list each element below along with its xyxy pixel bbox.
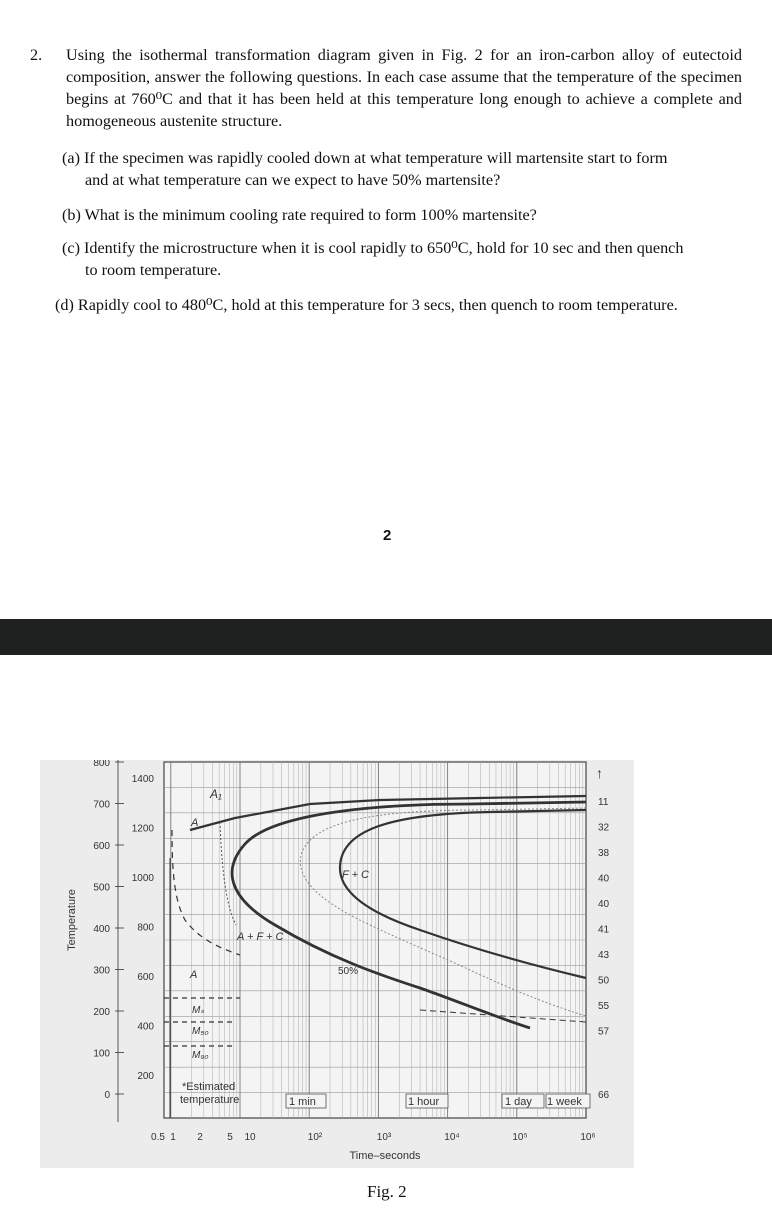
y-axis-label: Temperature <box>66 889 78 951</box>
celsius-tick-label: 100 <box>93 1048 110 1060</box>
ttt-diagram <box>40 760 634 1168</box>
celsius-tick-label: 300 <box>93 965 110 977</box>
hardness-value: 40 <box>598 899 610 910</box>
fahrenheit-tick-label: 1200 <box>131 823 154 835</box>
label-m50: M₅₀ <box>192 1026 209 1037</box>
label-ms: Mₛ <box>192 1005 205 1016</box>
fahrenheit-tick-label: 400 <box>137 1021 154 1033</box>
x-tick-label: 1 <box>170 1132 176 1143</box>
x-tick-label: 10 <box>244 1132 256 1143</box>
hardness-value: 50 <box>598 975 610 987</box>
part-a-line2: and at what temperature can we expect to have 50% martensite? <box>85 171 501 189</box>
x-tick-label: 5 <box>227 1132 233 1143</box>
ttt-diagram-svg <box>40 760 634 1168</box>
part-c-line1: (c) Identify the microstructure when it is cool rapidly to 650⁰C, hold for 10 sec and then quench <box>62 239 684 257</box>
part-b-line1: (b) What is the minimum cooling rate required to form 100% martensite? <box>62 206 537 224</box>
hardness-value: 11 <box>598 797 609 808</box>
part-b <box>62 204 537 226</box>
figure-caption: Fig. 2 <box>367 1182 407 1201</box>
hardness-value: 41 <box>598 924 610 936</box>
page-separator-band <box>0 619 772 655</box>
label-afc: A + F + C <box>237 931 284 943</box>
x-tick-label: 2 <box>197 1132 203 1143</box>
fahrenheit-tick-label: 600 <box>137 972 154 983</box>
x-tick-label: 10³ <box>376 1132 392 1143</box>
label-estimated2: temperature <box>180 1094 240 1106</box>
label-one-day: 1 day <box>505 1096 532 1108</box>
label-m90: M₉₀ <box>192 1050 209 1061</box>
celsius-tick-label: 200 <box>93 1007 110 1018</box>
x-tick-label: 10⁴ <box>444 1132 460 1143</box>
label-a-upper: A <box>191 817 199 829</box>
x-tick-label: 10⁵ <box>512 1132 528 1143</box>
celsius-tick-label: 500 <box>93 882 110 894</box>
fahrenheit-tick-label: 1400 <box>131 774 154 785</box>
x-tick-label: 10² <box>307 1132 323 1143</box>
part-c <box>62 237 683 281</box>
hardness-value: 40 <box>598 873 610 885</box>
part-a-line1: (a) If the specimen was rapidly cooled down at what temperature will martensite start to form <box>62 149 668 167</box>
hardness-value: 57 <box>598 1026 610 1038</box>
fahrenheit-tick-label: 200 <box>137 1071 154 1082</box>
x-tick-label: 10⁶ <box>580 1132 596 1143</box>
label-fc: F + C <box>342 869 370 881</box>
hardness-value: 55 <box>598 1001 610 1012</box>
celsius-tick-label: 0 <box>104 1090 110 1101</box>
celsius-tick-label: 600 <box>93 841 110 852</box>
part-c-line2: to room temperature. <box>85 261 222 279</box>
hardness-value: 66 <box>598 1090 610 1101</box>
question-number: 2. <box>30 46 43 64</box>
celsius-tick-label: 400 <box>93 924 110 935</box>
label-estimated: *Estimated <box>182 1081 236 1093</box>
fahrenheit-tick-label: 800 <box>137 922 154 934</box>
page-number: 2 <box>383 527 392 544</box>
hardness-value: 32 <box>598 822 610 834</box>
fahrenheit-tick-label: 1000 <box>131 873 154 884</box>
part-d <box>55 294 678 316</box>
label-one-week: 1 week <box>547 1096 582 1108</box>
label-fifty: 50% <box>338 966 359 977</box>
part-d-line1: (d) Rapidly cool to 480⁰C, hold at this temperature for 3 secs, then quench to room temperature. <box>55 296 678 314</box>
label-a1: A₁ <box>210 787 222 801</box>
arrow-up-icon: ↑ <box>596 765 603 781</box>
hardness-value: 38 <box>598 848 610 859</box>
label-one-hour: 1 hour <box>408 1096 440 1108</box>
question-text: Using the isothermal transformation diagram given in Fig. 2 for an iron-carbon alloy of eutectoid composition, answer the following questions. In each case assume that the temperature of the specimen begins at 760⁰C and that it has been held at this temperature long enough to achieve a complete and homogeneous austenite structure. <box>66 46 742 130</box>
label-a-lower: A <box>190 969 198 981</box>
x-tick-label: 0.5 <box>151 1132 165 1143</box>
part-a <box>62 147 667 191</box>
x-axis-label: Time–seconds <box>349 1150 421 1162</box>
hardness-value: 43 <box>598 950 610 961</box>
celsius-tick-label: 700 <box>93 799 110 811</box>
label-one-min: 1 min <box>289 1096 316 1108</box>
celsius-tick-label: 800 <box>93 760 110 769</box>
